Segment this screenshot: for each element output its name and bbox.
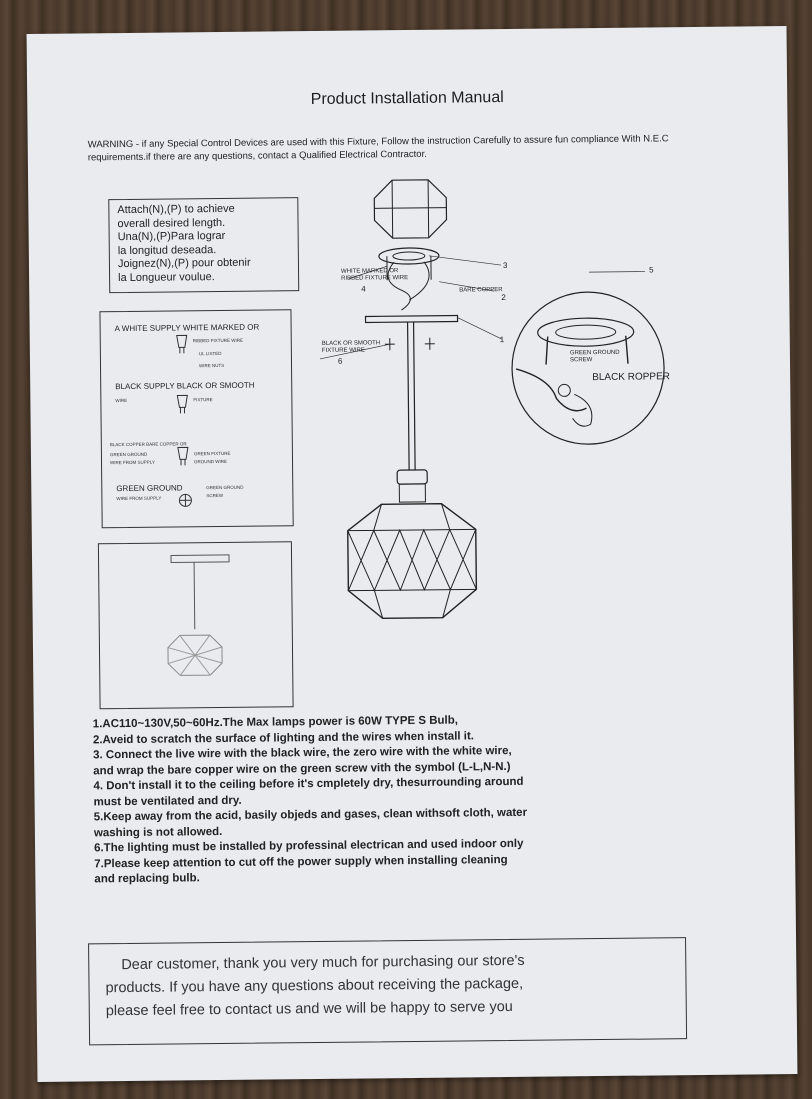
pendant-lamp-diagram <box>288 167 713 631</box>
attach-line: Attach(N),(P) to achieve <box>117 202 235 217</box>
installed-fixture-illustration <box>98 541 294 709</box>
black-copper-label: BLACK COPPER BARE COPPER OR <box>109 441 187 448</box>
instruction-line: and replacing bulb. <box>94 872 200 886</box>
wire-nut-icon <box>175 393 189 413</box>
diagram-number-6: 6 <box>337 356 343 366</box>
instruction-line: 6.The lighting must be installed by professinal electrican and used indoor only <box>94 837 524 855</box>
instruction-line: 7.Please keep attention to cut off the power supply when installing cleaning <box>94 853 508 870</box>
attach-instructions-box <box>108 197 299 293</box>
manual-page <box>27 26 798 1082</box>
diagram-number-4: 4 <box>361 284 366 294</box>
customer-message-line: please feel free to contact us and we will be happy to serve you <box>105 998 513 1020</box>
customer-message-line: Dear customer, thank you very much for purchasing our store's <box>121 952 525 974</box>
instruction-line: 3. Connect the live wire with the black wire, the zero wire with the white wire, <box>93 744 512 762</box>
pendant-lamp-small-icon <box>99 542 291 706</box>
diagram-number-3: 3 <box>502 260 508 271</box>
wire-from-supply-label: WIRE FROM SUPPLY <box>116 495 162 502</box>
green-fixture-label: GREEN FIXTURE <box>193 450 231 457</box>
screw-label: SCREW <box>206 492 224 499</box>
diagram-ribbed-wire-label: RIBBED FIXTURE WIRE <box>341 275 409 282</box>
customer-message-box <box>88 937 687 1045</box>
wire-from-supply-label: WIRE FROM SUPPLY <box>110 459 155 466</box>
wire-label: WIRE <box>115 397 128 404</box>
fixture-label: FIXTURE <box>193 397 213 403</box>
black-supply-label: BLACK SUPPLY BLACK OR SMOOTH <box>115 380 255 392</box>
diagram-fixture-wire-label: FIXTURE WIRE <box>321 347 365 354</box>
green-ground-small-label: GREEN GROUND <box>109 451 148 458</box>
green-ground-screw-label: GREEN GROUND <box>206 484 244 491</box>
instruction-line: must be ventilated and dry. <box>93 794 242 808</box>
customer-message-line: products. If you have any questions about receiving the package, <box>105 975 524 997</box>
diagram-white-marked-label: WHITE MARKED OR <box>341 268 399 275</box>
diagram-black-ropper-label: BLACK ROPPER <box>592 371 671 384</box>
diagram-number-1: 1 <box>499 335 505 345</box>
diagram-bare-copper-label: BARE COPPER <box>459 287 503 294</box>
instruction-line: 1.AC110~130V,50~60Hz.The Max lamps power is 60W TYPE S Bulb, <box>92 714 458 731</box>
warning-text: WARNING - if any Special Control Devices are used with this Fixture, Follow the instruction Carefully to assure fun compliance With N.E.C requirements.if there are any questions, contact a Qualified Electrical Contractor. <box>87 133 669 164</box>
ground-screw-icon <box>178 491 192 509</box>
white-supply-label: A WHITE SUPPLY WHITE MARKED OR <box>114 322 260 334</box>
ul-listed-label: UL LISTED <box>198 350 222 357</box>
attach-line: Joignez(N),(P) pour obtenir <box>117 256 251 271</box>
page-title: Product Installation Manual <box>310 89 504 109</box>
instruction-line: 4. Don't install it to the ceiling before it's cmpletely dry, thesurrounding around <box>93 775 524 793</box>
green-ground-label: GREEN GROUND <box>116 483 183 494</box>
diagram-number-2: 2 <box>501 293 506 303</box>
attach-line: Una(N),(P)Para lograr <box>117 229 226 244</box>
attach-line: la longitud deseada. <box>117 243 217 257</box>
diagram-black-smooth-label: BLACK OR SMOOTH <box>321 340 381 347</box>
instruction-line: and wrap the bare copper wire on the green screw vith the symbol (L-L,N-N.) <box>93 760 511 777</box>
installation-diagram <box>288 167 713 636</box>
instruction-line: washing is not allowed. <box>93 825 223 839</box>
ribbed-fixture-label: RIBBED FIXTURE WIRE <box>192 337 244 344</box>
instruction-line: 2.Aveid to scratch the surface of lighting and the wires when install it. <box>92 729 475 746</box>
wire-nuts-label: WIRE NUTS <box>198 362 225 369</box>
wire-nut-icon <box>176 445 190 465</box>
diagram-green-ground-screw-label: GREEN GROUND SCREW <box>569 349 620 363</box>
wire-nut-icon <box>175 333 189 353</box>
attach-line: la Longueur voulue. <box>118 270 215 284</box>
ground-wire-label: GROUND WIRE <box>193 458 228 465</box>
wiring-legend-box <box>99 309 293 528</box>
diagram-number-5: 5 <box>648 265 654 275</box>
instructions-list <box>93 711 655 887</box>
instruction-line: 5.Keep away from the acid, basily objeds and gases, clean withsoft cloth, water <box>93 806 528 824</box>
attach-line: overall desired length. <box>117 216 226 230</box>
